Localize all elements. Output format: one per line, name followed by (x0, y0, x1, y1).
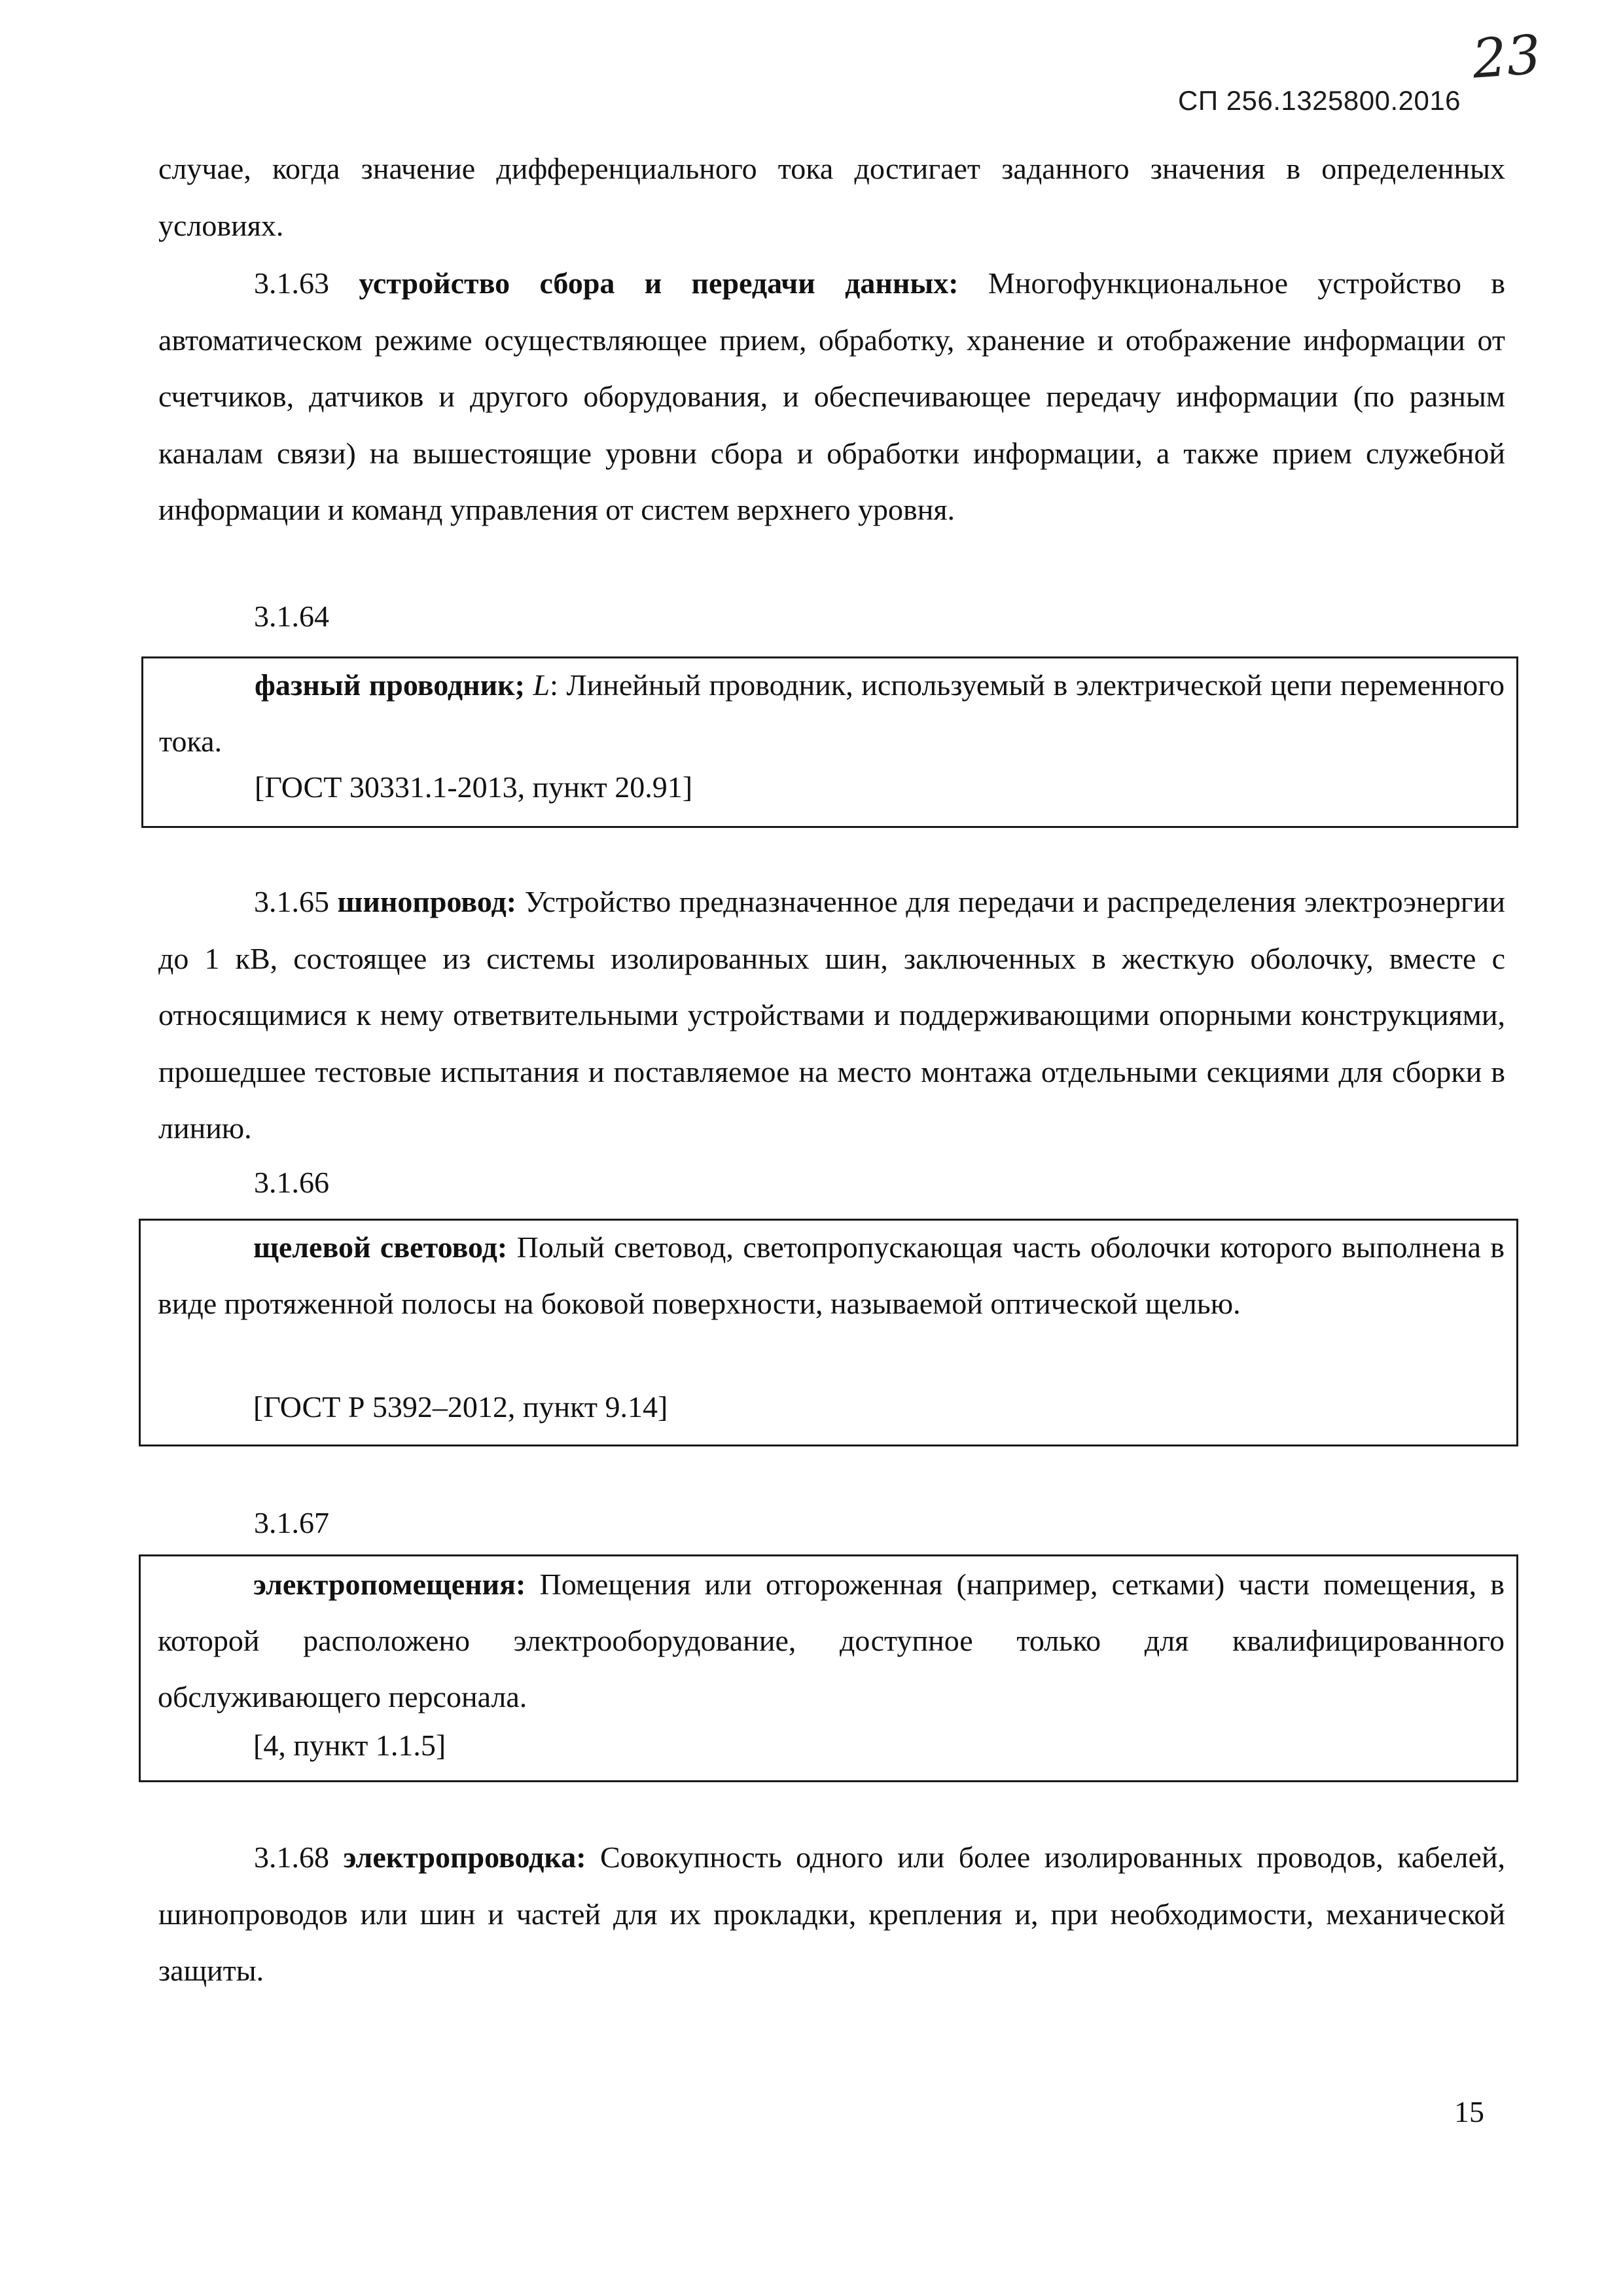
quoted-definition-box (141, 656, 1518, 828)
entry-term: фазный проводник; (255, 668, 526, 702)
entry-definition: Помещения или отгороженная (например, сетками) части помещения, в которой расположено электрооборудование, доступное только для квалифицированного обслуживающего персонала. (158, 1568, 1505, 1713)
quoted-definition-box (139, 1554, 1518, 1782)
entry-definition: Устройство предназначенное для передачи и распределения электроэнергии до 1 кВ, состоящее из системы изолированных шин, заключенных в жесткую оболочку, вместе с относящимися к нему ответвительными устройствами и поддерживающими опорными конструкциями, прошедшее тестовые испытания и поставляемое на место монтажа отдельными секциями для сборки в линию. (158, 885, 1506, 1145)
entry-number: 3.1.63 (254, 266, 329, 300)
entry-term: щелевой световод: (253, 1230, 508, 1264)
entry-definition: : Линейный проводник, используемый в электрической цепи переменного тока. (159, 668, 1505, 758)
entry-reference: [4, пункт 1.1.5] (253, 1729, 446, 1762)
document-code: СП 256.1325800.2016 (1178, 85, 1461, 116)
entry-number-3-1-64: 3.1.64 (254, 600, 329, 633)
entry-reference: [ГОСТ Р 5392–2012, пункт 9.14] (253, 1390, 668, 1424)
entry-reference: [ГОСТ 30331.1-2013, пункт 20.91] (255, 770, 693, 804)
entry-number-3-1-67: 3.1.67 (254, 1506, 329, 1539)
quoted-definition-box (139, 1219, 1518, 1446)
entry-number-3-1-66: 3.1.66 (254, 1166, 329, 1199)
entry-definition: Полый световод, светопропускающая часть оболочки которого выполнена в виде протяженной полосы на боковой поверхности, называемой оптической щелью. (158, 1230, 1505, 1320)
entry-term: устройство сбора и передачи данных: (359, 266, 959, 300)
page-number: 15 (1454, 2095, 1484, 2128)
entry-3-1-66-text (158, 1219, 1505, 1332)
handwritten-page-number: 23 (1470, 24, 1543, 91)
entry-term: электропомещения: (253, 1568, 526, 1601)
entry-3-1-64-text (159, 657, 1505, 770)
entry-3-1-65 (158, 874, 1505, 1157)
entry-3-1-67-text (158, 1556, 1505, 1725)
entry-definition: Многофункциональное устройство в автоматическом режиме осуществляющее прием, обработку, хранение и отображение информации от счетчиков, датчиков и другого оборудования, и обеспечивающее передачу информации (по разным каналам связи) на вышестоящие уровни сбора и обработки информации, а также прием служебной информации и команд управления от систем верхнего уровня. (158, 266, 1505, 526)
entry-definition: Совокупность одного или более изолированных проводов, кабелей, шинопроводов или шин и частей для их прокладки, крепления и, при необходимости, механической защиты. (158, 1840, 1506, 1987)
entry-term: электропроводка: (343, 1840, 586, 1874)
entry-3-1-68 (158, 1829, 1505, 2000)
entry-number: 3.1.65 (254, 885, 329, 918)
entry-number: 3.1.68 (254, 1840, 329, 1874)
entry-symbol: L (533, 668, 550, 702)
entry-3-1-63 (158, 255, 1505, 539)
entry-term: шинопровод: (337, 885, 517, 918)
continuation-paragraph: случае, когда значение дифференциального тока достигает заданного значения в определенных условиях. (158, 152, 1505, 242)
